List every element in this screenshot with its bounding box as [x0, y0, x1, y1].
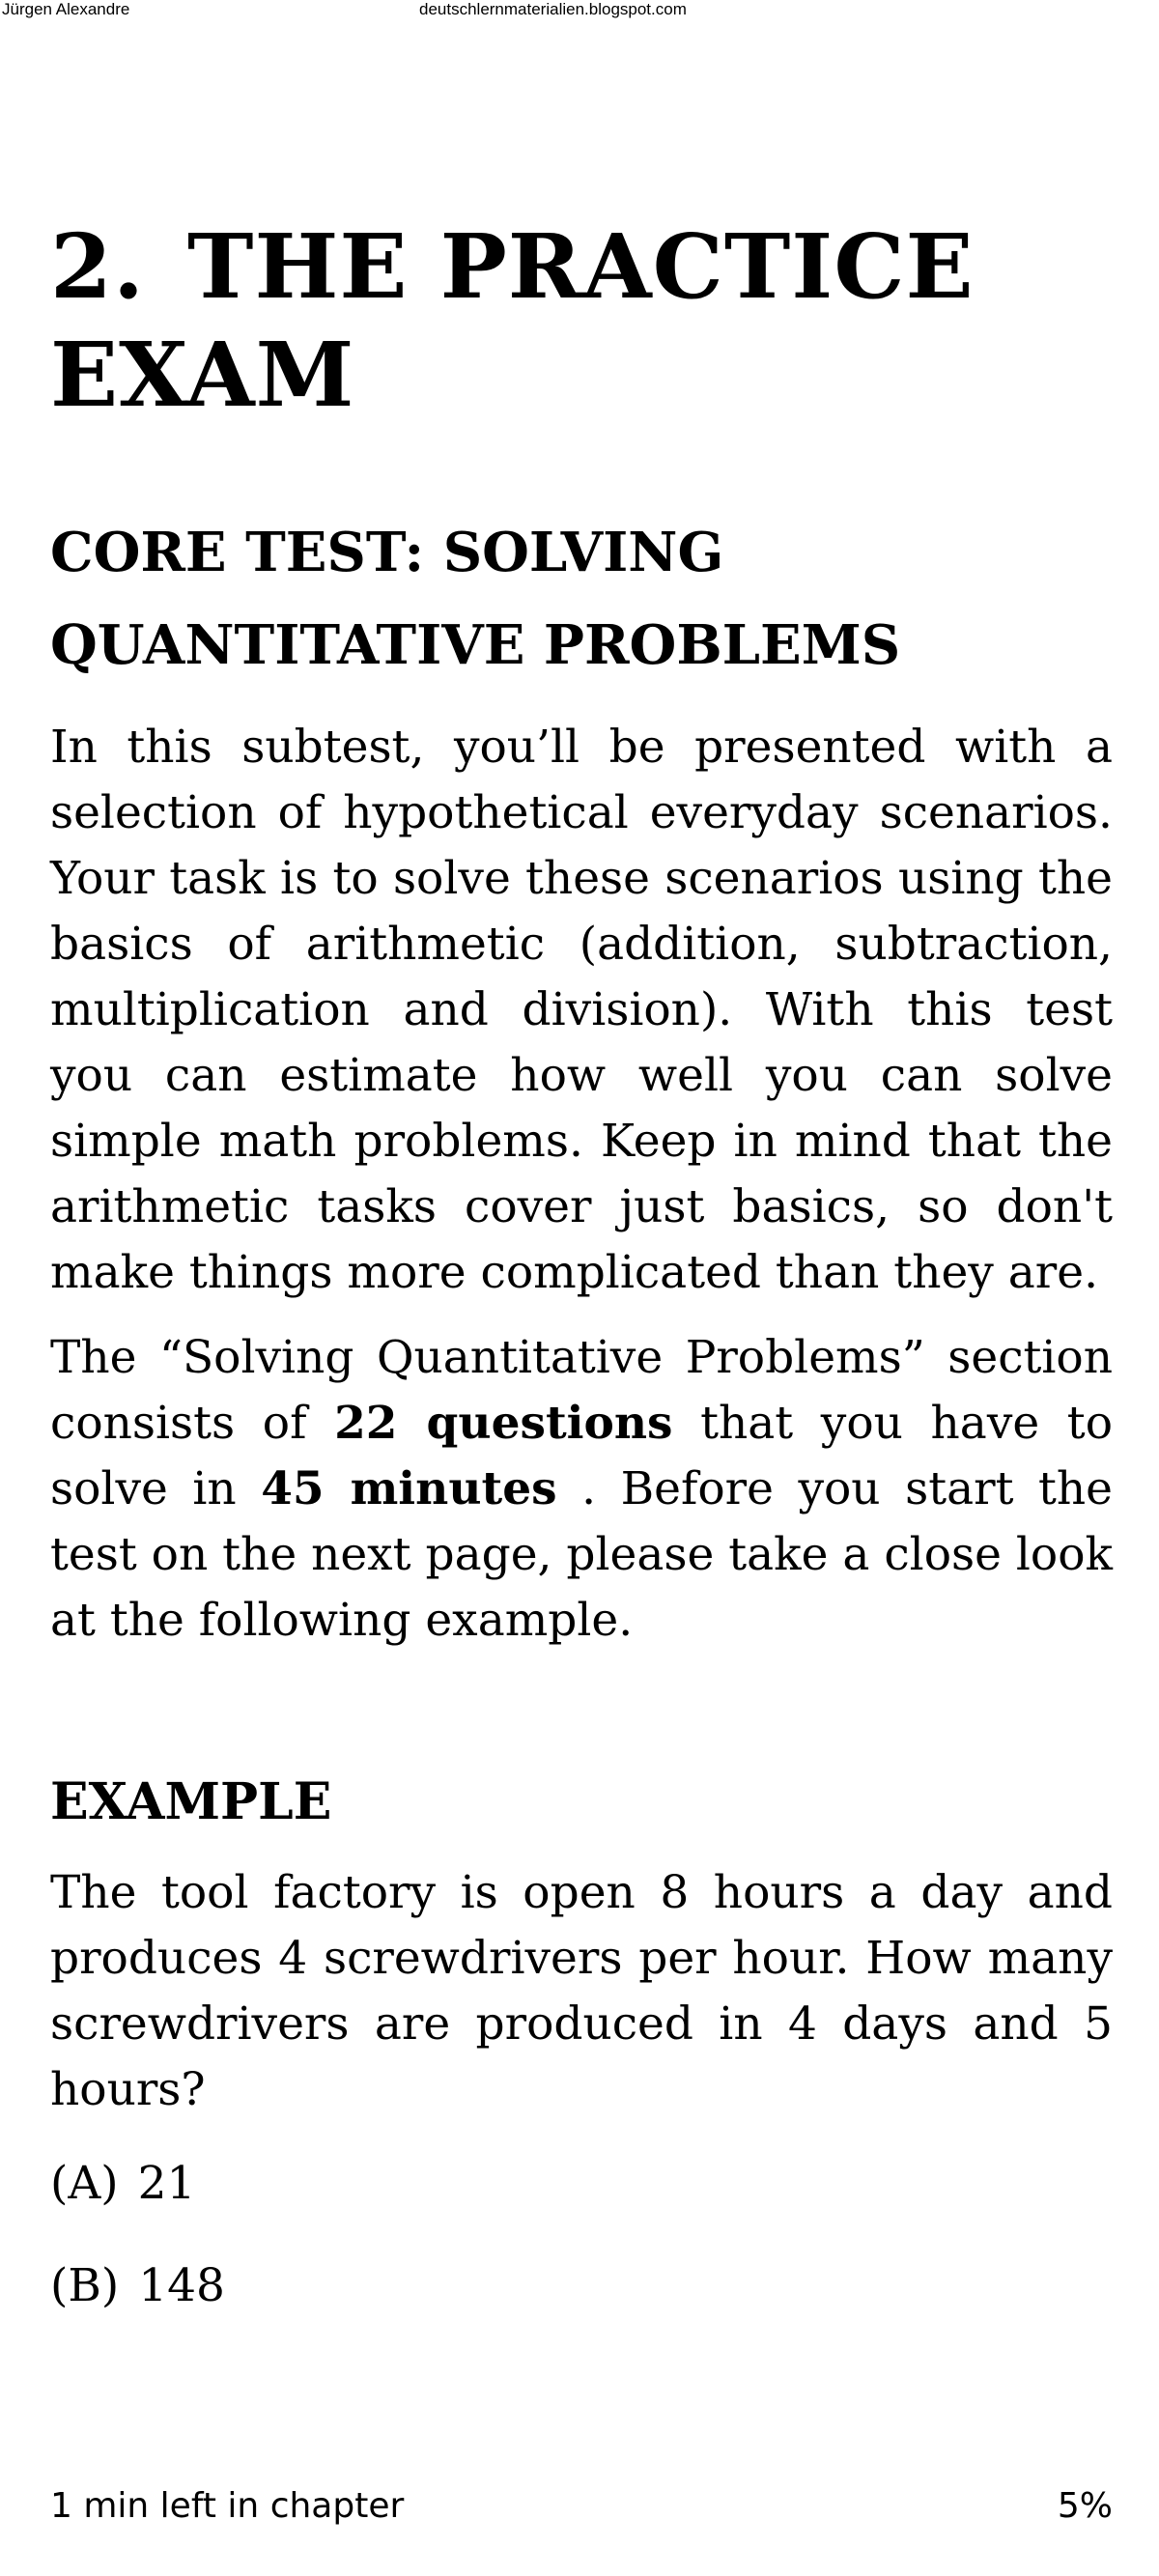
section-title	[50, 506, 1113, 692]
option-b	[50, 2245, 1113, 2328]
section-title-line1: CORE TEST: SOLVING	[50, 521, 724, 584]
chapter-title-line2: EXAM	[50, 323, 355, 427]
chapter-title-line1: THE PRACTICE	[187, 214, 975, 319]
intro-paragraph: In this subtest, you’ll be presented with a selection of hypothetical everyday scenarios. Your task is to solve these scenarios using the basics of arithmetic (addition, subtraction, multiplication and division). With this test you can estimate how well you can solve simple math problems. Keep in mind that the arithmetic tasks cover just basics, so don't make things more complicated than they are.	[50, 721, 1113, 1299]
page-content	[50, 212, 1113, 2328]
option-letter: (A)	[50, 2157, 119, 2210]
option-letter: (B)	[50, 2259, 120, 2312]
details-text-3: . Before you start the test on the next page, please take a close look at the following example.	[50, 1462, 1113, 1647]
reading-progress: 5%	[1057, 2486, 1113, 2526]
option-a	[50, 2142, 1113, 2225]
chapter-number: 2.	[50, 214, 146, 319]
site-url: deutschlernmaterialien.blogspot.com	[419, 0, 687, 18]
details-text-2: that you have to solve in	[50, 1397, 1113, 1515]
details-text-1: The “Solving Quantitative Problems” section consists of	[50, 1331, 1113, 1450]
example-heading: EXAMPLE	[50, 1772, 332, 1831]
section-details-paragraph	[50, 1325, 1113, 1654]
author-name: Jürgen Alexandre	[2, 0, 130, 18]
question-count: 22 questions	[334, 1397, 673, 1450]
time-limit: 45 minutes	[261, 1462, 557, 1515]
reader-footer	[50, 2482, 1113, 2531]
page-header	[0, 0, 1159, 23]
example-question: The tool factory is open 8 hours a day and produces 4 screwdrivers per hour. How many screwdrivers are produced in 4 days and 5 hours?	[50, 1866, 1113, 2116]
time-left-indicator: 1 min left in chapter	[50, 2486, 405, 2526]
option-value: 21	[137, 2157, 196, 2210]
option-value: 148	[138, 2259, 225, 2312]
section-title-line2: QUANTITATIVE PROBLEMS	[50, 613, 901, 677]
chapter-title	[50, 212, 1113, 429]
